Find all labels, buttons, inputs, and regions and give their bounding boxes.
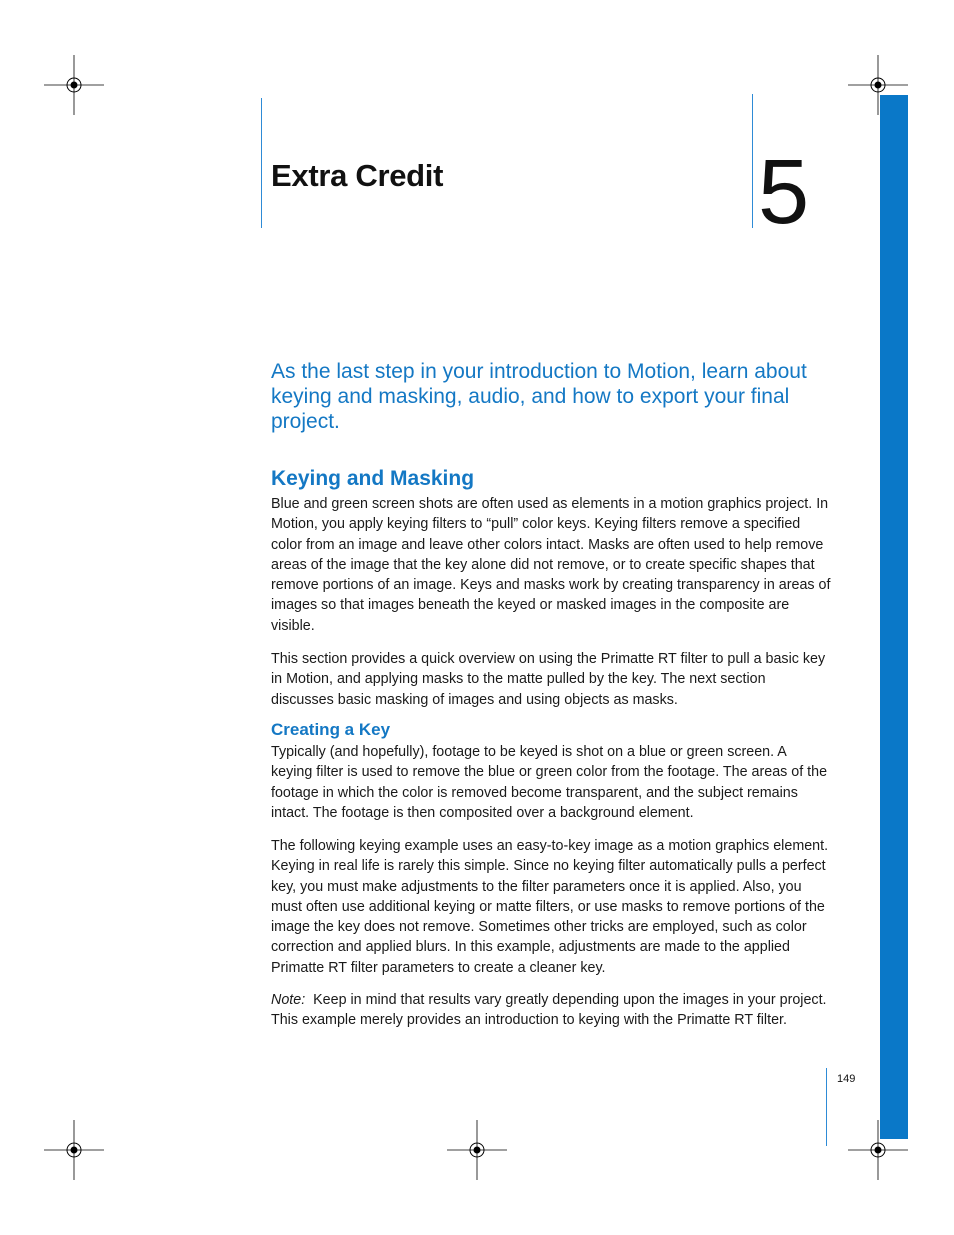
chapter-title: Extra Credit [271,158,444,193]
chapter-side-bar [880,95,908,1139]
body-paragraph: Typically (and hopefully), footage to be keyed is shot on a blue or green screen. A keying filter is used to remove the blue or green color from the footage. The areas of the footage in which the color is removed become transparent, and the subject remains intact. The footage is then composited over a background element. [271,744,828,821]
number-rule [752,94,753,228]
note-paragraph [271,990,831,1031]
section-heading: Keying and Masking [271,467,475,490]
title-rule [261,98,262,228]
body-paragraph: The following keying example uses an easy-to-key image as a motion graphics element. Keying in real life is rarely this simple. Since no keying filter automatically pulls a perfect key, you must make adjustments to the filter parameters once it is applied. Also, you must often use additional keying or matte filters, or use masks to remove portions of the image the key does not remove. Sometimes other tricks are employed, such as color correction and applied blurs. In this example, adjustments are made to the applied Primatte RT filter parameters to create a cleaner key. [271,838,829,976]
registration-mark-icon [44,1120,104,1180]
note-label: Note: [271,992,306,1008]
page-number: 149 [837,1073,856,1085]
note-text: Keep in mind that results vary greatly depending upon the images in your project. This example merely provides an introduction to keying with the Primatte RT filter. [271,992,827,1029]
body-paragraph: This section provides a quick overview on using the Primatte RT filter to pull a basic key in Motion, and applying masks to the matte pulled by the key. The next section discusses basic masking of images and using objects as masks. [271,651,826,708]
chapter-number: 5 [758,141,810,243]
subsection-heading: Creating a Key [271,720,391,739]
page-number-rule [826,1068,827,1146]
registration-mark-icon [44,55,104,115]
chapter-intro: As the last step in your introduction to Motion, learn about keying and masking, audio, and how to export your final project. [271,360,807,433]
registration-mark-icon [447,1120,507,1180]
body-paragraph: Blue and green screen shots are often used as elements in a motion graphics project. In Motion, you apply keying filters to “pull” color keys. Keying filters remove a specified color from an image and leave other colors intact. Masks are often used to help remove areas of the image that the key alone did not remove, or to create specific shapes that remove portions of an image. Keys and masks work by creating transparency in areas of images so that images beneath the keyed or masked images in the composite are visible. [271,496,831,634]
